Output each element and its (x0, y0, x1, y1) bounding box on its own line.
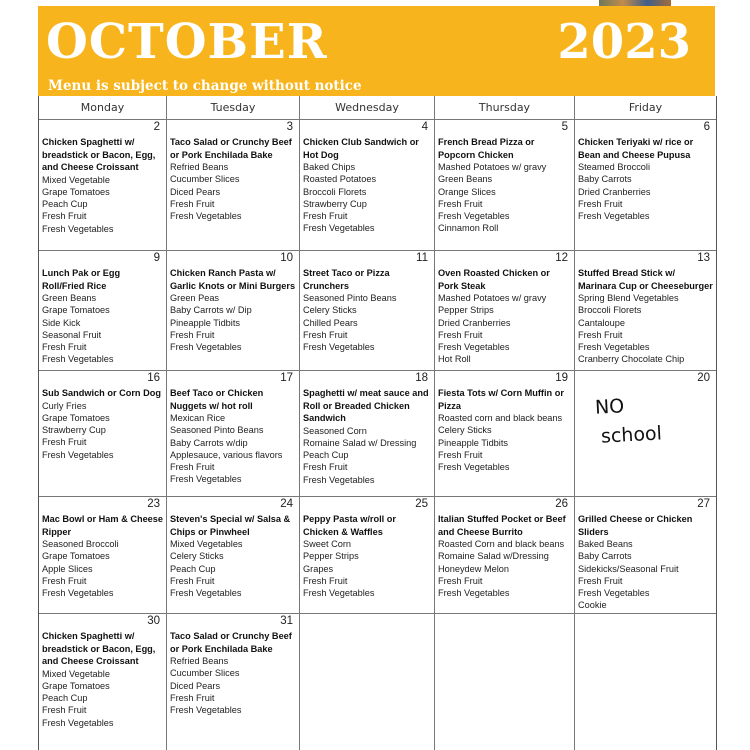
side-item: Green Peas (170, 293, 220, 303)
side-item: Fresh Vegetables (170, 474, 242, 485)
day-number: 30 (147, 615, 160, 627)
side-item: Fresh Fruit (578, 575, 623, 586)
menu-day-cell (575, 497, 716, 614)
side-item: Fresh Fruit (42, 705, 87, 716)
menu-cell-content (42, 513, 163, 599)
menu-day-cell (435, 614, 575, 750)
side-item: Green Beans (42, 293, 97, 303)
menu-cell-content (438, 387, 571, 473)
side-item: Chilled Pears (303, 317, 358, 328)
side-item: Fresh Fruit (42, 342, 87, 353)
side-item: Baby Carrots w/ Dip (170, 305, 252, 316)
side-item: Fresh Fruit (42, 437, 87, 448)
day-number: 31 (280, 615, 293, 627)
side-item: Fresh Fruit (578, 198, 623, 209)
menu-day-cell (300, 120, 435, 251)
menu-day-cell (575, 251, 716, 371)
side-item: Mixed Vegetables (170, 539, 243, 549)
side-item: Dried Cranberries (578, 186, 651, 197)
side-item: Diced Pears (170, 680, 221, 691)
menu-cell-content (42, 267, 163, 366)
side-item: Seasonal Fruit (42, 329, 102, 340)
side-item: Fresh Fruit (170, 198, 215, 209)
menu-day-cell (39, 614, 167, 750)
menu-cell-content (303, 136, 431, 235)
side-item: Baked Chips (303, 162, 356, 172)
entree-name: Chicken Club Sandwich or Hot Dog (303, 137, 419, 160)
side-item: Fresh Vegetables (42, 354, 114, 365)
side-item: Fresh Fruit (438, 198, 483, 209)
side-item: Baby Carrots (578, 551, 632, 562)
menu-day-cell (167, 497, 300, 614)
side-item: Strawberry Cup (303, 198, 367, 209)
side-item: Celery Sticks (170, 551, 224, 562)
day-number: 12 (555, 252, 568, 264)
side-items-list (170, 655, 296, 716)
side-item: Peach Cup (42, 199, 88, 210)
entree-name: Mac Bowl or Ham & Cheese Ripper (42, 514, 164, 537)
side-item: Fresh Fruit (170, 329, 215, 340)
side-item: Fresh Fruit (170, 575, 215, 586)
side-item: Romaine Salad w/Dressing (438, 551, 549, 562)
menu-cell-content (578, 513, 713, 612)
entree-name: Grilled Cheese or Chicken Sliders (578, 514, 693, 537)
side-item: Fresh Vegetables (170, 588, 242, 599)
side-item: Fresh Vegetables (438, 462, 510, 473)
entree-name: Taco Salad or Crunchy Beef or Pork Enchilada Bake (170, 137, 292, 160)
menu-day-cell (39, 251, 167, 371)
menu-cell-content (303, 267, 431, 353)
side-item: Refried Beans (170, 656, 229, 666)
menu-day-cell (300, 251, 435, 371)
menu-cell-content (303, 387, 431, 486)
side-item: Peach Cup (170, 563, 216, 574)
side-items-list (42, 538, 163, 599)
menu-calendar-grid (38, 96, 717, 750)
side-item: Fresh Vegetables (438, 342, 510, 353)
menu-cell-content (438, 267, 571, 366)
side-item: Refried Beans (170, 162, 229, 172)
side-item: Mixed Vegetable (42, 668, 110, 679)
entree-name: Chicken Teriyaki w/ rice or Bean and Cheese Pupusa (578, 137, 694, 160)
side-item: Cranberry Chocolate Chip (578, 354, 685, 365)
side-item: Fresh Vegetables (578, 588, 650, 599)
entree-name: Peppy Pasta w/roll or Chicken & Waffles (303, 514, 396, 537)
entree-name: Italian Stuffed Pocket or Beef and Cheese Burrito (438, 514, 566, 537)
menu-day-cell (575, 371, 716, 497)
menu-cell-content (170, 267, 296, 353)
side-item: Sweet Corn (303, 539, 352, 549)
side-item: Mashed Potatoes w/ gravy (438, 293, 547, 303)
menu-day-cell (300, 497, 435, 614)
entree-name: Steven's Special w/ Salsa & Chips or Pinwheel (170, 514, 291, 537)
side-item: Side Kick (42, 317, 81, 328)
side-item: Broccoli Florets (578, 305, 642, 316)
side-item: Fresh Fruit (170, 462, 215, 473)
side-item: Applesauce, various flavors (170, 449, 283, 460)
side-item: Cinnamon Roll (438, 223, 499, 234)
menu-cell-content (578, 136, 713, 222)
menu-cell-content (438, 513, 571, 599)
menu-cell-content (170, 513, 296, 599)
menu-cell-content (42, 136, 163, 235)
side-item: Mashed Potatoes w/ gravy (438, 162, 547, 172)
side-items-list (303, 425, 431, 486)
day-number: 26 (555, 498, 568, 510)
side-item: Fresh Vegetables (303, 474, 375, 485)
menu-cell-content (170, 387, 296, 486)
day-number: 16 (147, 372, 160, 384)
entree-name: Chicken Ranch Pasta w/ Garlic Knots or Mini Burgers (170, 268, 296, 291)
side-item: Apple Slices (42, 563, 93, 574)
side-items-list (170, 538, 296, 599)
side-item: Pepper Strips (438, 305, 494, 316)
day-header-tuesday: Tuesday (167, 96, 300, 120)
side-item: Grape Tomatoes (42, 412, 110, 423)
day-number: 24 (280, 498, 293, 510)
side-item: Seasoned Pinto Beans (170, 425, 264, 436)
menu-day-cell (167, 251, 300, 371)
side-item: Roasted corn and black beans (438, 413, 563, 423)
entree-name: Taco Salad or Crunchy Beef or Pork Enchilada Bake (170, 631, 292, 654)
side-item: Fresh Vegetables (578, 342, 650, 353)
menu-cell-content (578, 267, 713, 366)
side-item: Pineapple Tidbits (438, 437, 508, 448)
menu-day-cell (435, 371, 575, 497)
side-item: Fresh Vegetables (438, 588, 510, 599)
side-items-list (170, 292, 296, 353)
menu-cell-content (42, 387, 163, 461)
menu-day-cell (435, 497, 575, 614)
side-item: Fresh Vegetables (170, 705, 242, 716)
side-item: Baby Carrots w/dip (170, 437, 248, 448)
side-items-list (170, 412, 296, 486)
side-item: Hot Roll (438, 354, 471, 365)
menu-day-cell (435, 120, 575, 251)
side-item: Peach Cup (42, 693, 88, 704)
side-item: Cantaloupe (578, 317, 625, 328)
day-header-thursday: Thursday (435, 96, 575, 120)
side-items-list (438, 412, 571, 473)
side-items-list (578, 538, 713, 612)
side-item: Mexican Rice (170, 413, 226, 423)
side-items-list (42, 174, 163, 235)
menu-cell-content (170, 630, 296, 716)
title-banner (38, 6, 715, 96)
side-item: Romaine Salad w/ Dressing (303, 437, 417, 448)
day-number: 11 (416, 252, 428, 264)
side-item: Fresh Fruit (438, 329, 483, 340)
side-item: Peach Cup (303, 450, 349, 461)
day-number: 13 (697, 252, 710, 264)
side-item: Sidekicks/Seasonal Fruit (578, 563, 679, 574)
entree-name: Oven Roasted Chicken or Pork Steak (438, 268, 550, 291)
side-items-list (578, 161, 713, 222)
side-item: Fresh Fruit (578, 329, 623, 340)
side-item: Strawberry Cup (42, 425, 106, 436)
side-item: Steamed Broccoli (578, 162, 651, 172)
entree-name: Street Taco or Pizza Crunchers (303, 268, 390, 291)
side-item: Mixed Vegetable (42, 174, 110, 185)
day-header-wednesday: Wednesday (300, 96, 435, 120)
side-item: Cookie (578, 600, 607, 611)
side-item: Orange Slices (438, 186, 496, 197)
side-item: Pineapple Tidbits (170, 317, 240, 328)
side-item: Grape Tomatoes (42, 551, 110, 562)
side-item: Fresh Vegetables (303, 223, 375, 234)
side-item: Broccoli Florets (303, 186, 367, 197)
side-item: Fresh Fruit (42, 211, 87, 222)
side-items-list (42, 400, 163, 461)
day-number: 3 (286, 121, 293, 133)
day-header-monday: Monday (39, 96, 167, 120)
side-item: Fresh Vegetables (42, 223, 114, 234)
side-item: Fresh Vegetables (303, 588, 375, 599)
menu-day-cell (167, 371, 300, 497)
side-item: Seasoned Broccoli (42, 539, 119, 549)
menu-cell-content (438, 136, 571, 235)
side-item: Fresh Fruit (170, 692, 215, 703)
menu-day-cell (300, 371, 435, 497)
no-school-handwritten-line2: school (600, 422, 663, 448)
day-number: 5 (561, 121, 568, 133)
side-item: Fresh Vegetables (42, 717, 114, 728)
entree-name: Stuffed Bread Stick w/ Marinara Cup or Cheeseburger (578, 268, 713, 291)
day-number: 23 (147, 498, 160, 510)
side-item: Baked Beans (578, 539, 633, 549)
day-number: 27 (697, 498, 710, 510)
menu-day-cell (167, 614, 300, 750)
day-header-friday: Friday (575, 96, 716, 120)
side-item: Honeydew Melon (438, 563, 509, 574)
side-item: Fresh Vegetables (42, 449, 114, 460)
side-item: Dried Cranberries (438, 317, 511, 328)
day-number: 4 (421, 121, 428, 133)
entree-name: French Bread Pizza or Popcorn Chicken (438, 137, 535, 160)
side-item: Seasoned Corn (303, 425, 367, 436)
entree-name: Spaghetti w/ meat sauce and Roll or Breaded Chicken Sandwich (303, 388, 429, 423)
side-item: Cucumber Slices (170, 668, 240, 679)
side-item: Grape Tomatoes (42, 680, 110, 691)
side-item: Seasoned Pinto Beans (303, 293, 397, 303)
menu-day-cell (575, 614, 716, 750)
side-items-list (438, 538, 571, 599)
day-number: 2 (153, 121, 160, 133)
side-item: Baby Carrots (578, 174, 632, 185)
entree-name: Sub Sandwich or Corn Dog (42, 388, 161, 398)
entree-name: Chicken Spaghetti w/ breadstick or Bacon, Egg, and Cheese Croissant (42, 631, 156, 666)
side-item: Fresh Fruit (303, 211, 348, 222)
side-item: Fresh Fruit (303, 329, 348, 340)
side-items-list (42, 292, 163, 366)
day-number: 10 (280, 252, 293, 264)
side-item: Diced Pears (170, 186, 221, 197)
entree-name: Fiesta Tots w/ Corn Muffin or Pizza (438, 388, 564, 411)
menu-cell-content (303, 513, 431, 599)
side-item: Fresh Fruit (438, 575, 483, 586)
menu-day-cell (575, 120, 716, 251)
side-item: Celery Sticks (438, 425, 492, 436)
side-item: Celery Sticks (303, 305, 357, 316)
menu-day-cell (300, 614, 435, 750)
side-item: Curly Fries (42, 400, 87, 411)
day-number: 6 (703, 121, 710, 133)
side-items-list (170, 161, 296, 222)
day-number: 9 (153, 252, 160, 264)
menu-day-cell (39, 371, 167, 497)
side-items-list (303, 161, 431, 235)
side-item: Fresh Vegetables (578, 211, 650, 222)
menu-day-cell (39, 120, 167, 251)
day-number: 17 (280, 372, 293, 384)
side-item: Roasted Corn and black beans (438, 539, 565, 549)
side-items-list (42, 668, 163, 729)
side-items-list (578, 292, 713, 366)
menu-change-notice: Menu is subject to change without notice (48, 78, 362, 94)
menu-day-cell (435, 251, 575, 371)
menu-page (38, 6, 715, 750)
side-item: Fresh Vegetables (42, 588, 114, 599)
side-item: Fresh Vegetables (170, 342, 242, 353)
side-item: Fresh Fruit (42, 575, 87, 586)
side-item: Spring Blend Vegetables (578, 293, 679, 303)
side-item: Roasted Potatoes (303, 174, 377, 185)
side-item: Fresh Fruit (303, 575, 348, 586)
side-item: Fresh Fruit (303, 462, 348, 473)
side-item: Fresh Vegetables (438, 211, 510, 222)
no-school-handwritten-line1: NO (594, 395, 625, 419)
side-item: Pepper Strips (303, 551, 359, 562)
side-item: Fresh Vegetables (303, 342, 375, 353)
side-item: Cucumber Slices (170, 174, 240, 185)
side-items-list (303, 292, 431, 353)
side-item: Green Beans (438, 174, 493, 185)
side-item: Grapes (303, 563, 334, 574)
side-item: Grape Tomatoes (42, 186, 110, 197)
side-item: Fresh Vegetables (170, 211, 242, 222)
entree-name: Lunch Pak or Egg Roll/Fried Rice (42, 268, 121, 291)
menu-cell-content (42, 630, 163, 729)
day-number: 18 (415, 372, 428, 384)
side-items-list (303, 538, 431, 599)
menu-day-cell (39, 497, 167, 614)
side-item: Fresh Fruit (438, 449, 483, 460)
menu-day-cell (167, 120, 300, 251)
day-number: 19 (555, 372, 568, 384)
side-item: Grape Tomatoes (42, 305, 110, 316)
year-title: 2023 (557, 14, 691, 70)
side-items-list (438, 292, 571, 366)
month-title: OCTOBER (46, 14, 328, 70)
menu-cell-content (170, 136, 296, 222)
day-number: 20 (697, 372, 710, 384)
day-number: 25 (415, 498, 428, 510)
side-items-list (438, 161, 571, 235)
entree-name: Beef Taco or Chicken Nuggets w/ hot roll (170, 388, 264, 411)
entree-name: Chicken Spaghetti w/ breadstick or Bacon, Egg, and Cheese Croissant (42, 137, 156, 172)
